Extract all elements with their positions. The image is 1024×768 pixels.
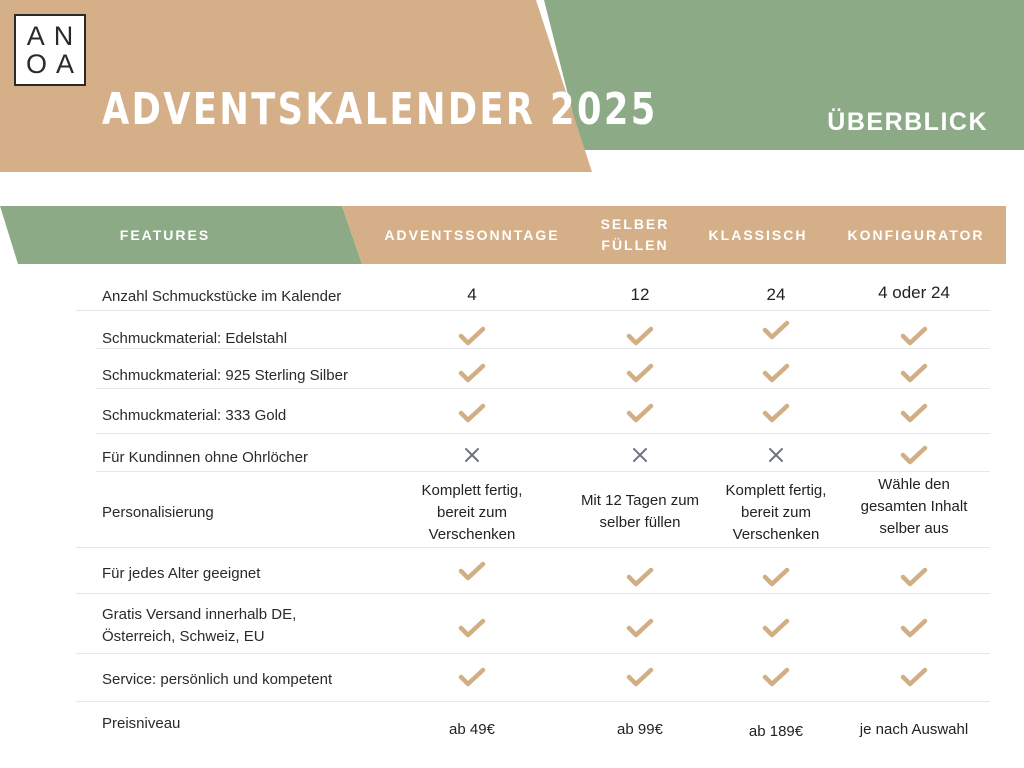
table-cell: 24 (766, 285, 786, 304)
check-icon (458, 667, 486, 687)
row-divider (96, 433, 990, 434)
cross-icon (632, 447, 648, 463)
check-icon (900, 618, 928, 638)
logo-line-2: OA (25, 49, 83, 79)
check-icon (626, 403, 654, 423)
check-icon (762, 618, 790, 638)
table-cell: 4 oder 24 (878, 283, 950, 302)
check-icon (900, 445, 928, 465)
row-divider (96, 471, 990, 472)
check-icon (626, 363, 654, 383)
feature-label: Schmuckmaterial: 333 Gold (102, 407, 287, 424)
feature-label: Gratis Versand innerhalb DE, Österreich, Schweiz, EU (102, 606, 297, 645)
check-icon (626, 667, 654, 687)
feature-label: Anzahl Schmuckstücke im Kalender (102, 288, 342, 305)
check-icon (900, 667, 928, 687)
table-cell: ab 189€ (748, 723, 804, 740)
logo-line-1: AN (26, 21, 83, 51)
feature-label: Service: persönlich und kompetent (102, 671, 333, 688)
check-icon (900, 326, 928, 346)
check-icon (626, 326, 654, 346)
row-divider (96, 388, 990, 389)
check-icon (762, 320, 790, 340)
check-icon (762, 567, 790, 587)
column-header-col1: ADVENTSSONNTAGE (384, 226, 560, 243)
page-subtitle: ÜBERBLICK (827, 108, 988, 136)
row-divider (76, 701, 990, 702)
check-icon (626, 618, 654, 638)
table-cell: 4 (467, 285, 477, 304)
table-header (0, 206, 1024, 264)
feature-label: Schmuckmaterial: 925 Sterling Silber (102, 367, 348, 384)
feature-label: Personalisierung (102, 504, 214, 521)
table-cell: Wähle den gesamten Inhalt selber aus (860, 476, 968, 537)
column-header-features: FEATURES (119, 226, 211, 243)
table-cell: Mit 12 Tagen zum selber füllen (580, 492, 700, 531)
feature-label: Für jedes Alter geeignet (102, 565, 261, 582)
page-title: ADVENTSKALENDER 2025 (102, 84, 658, 135)
row-divider (76, 310, 990, 311)
check-icon (900, 363, 928, 383)
brand-logo (14, 14, 86, 86)
table-cell: ab 99€ (617, 721, 663, 738)
check-icon (900, 567, 928, 587)
cross-icon (464, 447, 480, 463)
table-cell: Komplett fertig, bereit zum Verschenken (725, 482, 827, 543)
check-icon (762, 403, 790, 423)
table-cell: Komplett fertig, bereit zum Verschenken (421, 482, 523, 543)
feature-label: Für Kundinnen ohne Ohrlöcher (102, 449, 308, 466)
row-divider (76, 547, 990, 548)
row-divider (76, 653, 990, 654)
check-icon (900, 403, 928, 423)
column-header-col3: KLASSISCH (708, 226, 808, 243)
table-cell: je nach Auswahl (859, 721, 969, 738)
table-cell: 12 (630, 285, 650, 304)
feature-label: Schmuckmaterial: Edelstahl (102, 330, 288, 347)
check-icon (458, 326, 486, 346)
check-icon (458, 363, 486, 383)
check-icon (626, 567, 654, 587)
table-cell: ab 49€ (449, 721, 495, 738)
check-icon (458, 403, 486, 423)
check-icon (458, 561, 486, 581)
check-icon (458, 618, 486, 638)
check-icon (762, 667, 790, 687)
column-header-col4: KONFIGURATOR (847, 226, 985, 243)
row-divider (76, 593, 990, 594)
feature-label: Preisniveau (102, 715, 181, 732)
check-icon (762, 363, 790, 383)
column-header-col2: SELBER FÜLLEN (600, 216, 670, 253)
cross-icon (768, 447, 784, 463)
